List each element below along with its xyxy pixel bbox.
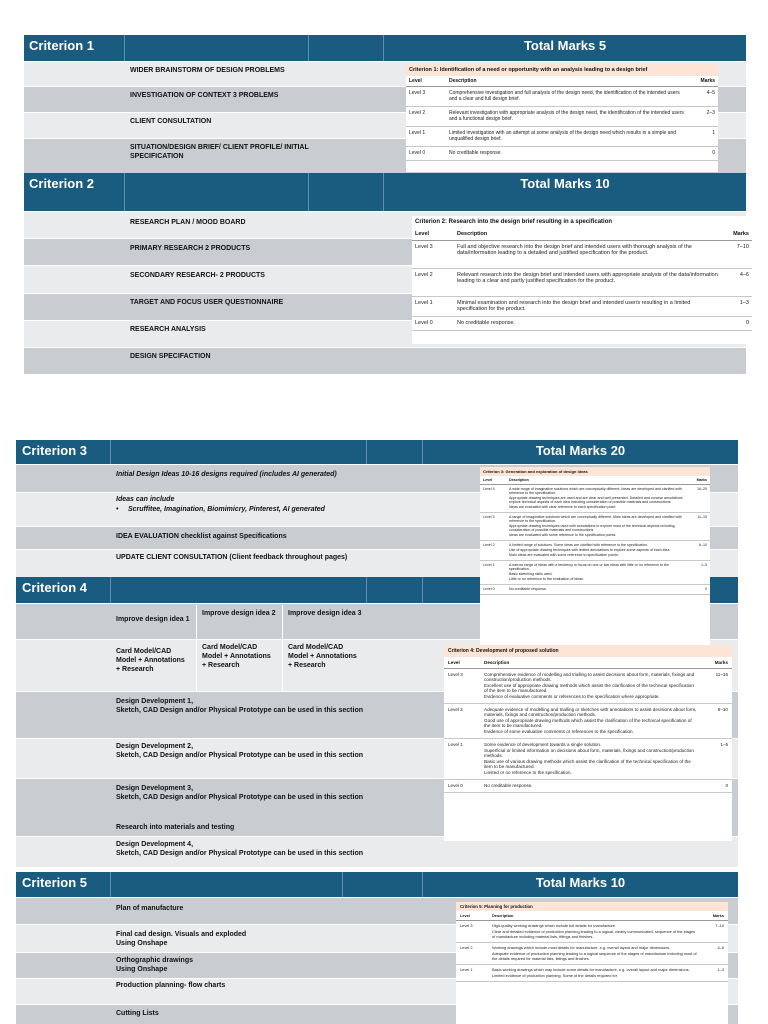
total-marks: Total Marks 20 [535,443,626,458]
criterion-2-section [24,173,749,374]
divider [110,440,111,464]
criterion-3-header [16,440,738,464]
card-model-cell: Card Model/CAD Model + Annotations + Research [288,644,357,670]
divider [124,173,125,211]
item-label: TARGET AND FOCUS USER QUESTIONNAIRE [130,299,284,306]
table-row: Level 1 A narrow range of ideas with a tendency to focus on one or two ideas with little or no reference to the specification. Basic sketching skills used. Little or no reference to the evaluation of ideas. 1–5 [480,561,710,585]
item-label: PRIMARY RESEARCH 2 PRODUCTS [130,245,251,252]
rubric-table-criterion-3 [480,467,710,647]
table-row: Level 1 Minimal examination and research into the design brief and intended user/s resulting in a limited specification for the product. 1–3 [412,297,752,317]
card-model-cell: Card Model/CAD Model + Annotations + Research [116,648,185,674]
col-header: Description [446,76,688,87]
col-header: Level [480,476,506,485]
item-label: UPDATE CLIENT CONSULTATION (Client feedback throughout pages) [116,554,348,561]
item-label: Design Development 3, [116,785,194,792]
table-row: Level 0 No creditable response. 0 [444,780,732,793]
col-header: Marks [688,476,710,485]
col-header: Description [506,476,688,485]
table-row: Level 2 A limited range of solutions. Some ideas are clarified with reference to the specification. Use of appropriate drawing techniques with limited annotations to explore some aspects of each idea. Main ideas are evaluated with some reference to specification points. 6–10 [480,541,710,561]
improve-idea-cell: Improve design idea 2 [202,610,276,617]
item-label: Sketch, CAD Design and/or Physical Prototype can be used in this section [116,850,364,857]
table-row: Level 3 Full and objective research into the design brief and intended users with thorough analysis of the data/information leading to a detailed and justified specification for the product. 7–10 [412,241,752,269]
table-row: Level 3 Comprehensive investigation and full analysis of the design need, the identification of the intended users and a clear and full design brief. 4–5 [406,87,718,107]
rubric-table-criterion-4 [444,645,732,841]
table-row: Level 3 High-quality working drawings which include full details for manufacture. Clear and detailed evidence of production planning leading to a logical, clearly communicated, sequence of the stages of manufacture including material lists, fittings and finishes. 7–10 [456,921,728,943]
col-header: Description [480,657,702,669]
item-label: Design Development 4, [116,841,194,848]
item-label: SITUATION/DESIGN BRIEF/ CLIENT PROFILE/ INITIAL SPECIFICATION [130,144,309,161]
item-label: RESEARCH ANALYSIS [130,326,206,333]
col-header: Level [406,76,446,87]
item-label: Initial Design Ideas 10-16 designs required (includes AI generated) [116,471,337,478]
rubric-table-criterion-1 [406,64,718,172]
rubric-table-criterion-2 [412,216,752,344]
table-row: Level 2 Working drawings which include most details for manufacture, e.g. overall layout and major dimensions. Adequate evidence of production planning leading to a logical sequence of the stages of manufacture including most of the details required for material lists, fittings and finishes. 4–6 [456,943,728,965]
item-label: Using Onshape [116,966,168,973]
rubric-title: Criterion 5: Planning for production [456,902,728,911]
item-label: Research into materials and testing [116,824,235,831]
table-row: Level 1 Basic working drawings which may include some details for manufacture, e.g. overall layout and major dimensions. Limited evidence of production planning. Some of the details required for 1–3 [456,965,728,982]
criterion-1-header [24,35,746,61]
item-label: INVESTIGATION OF CONTEXT 3 PROBLEMS [130,92,279,99]
item-label: Orthographic drawings [116,957,194,964]
bullet-glyph: • [116,506,119,513]
rubric-title: Criterion 2: Research into the design brief resulting in a specification [412,216,752,228]
col-header: Level [456,911,488,921]
col-header: Marks [688,76,718,87]
divider [110,577,111,603]
item-label: Final cad design. Visuals and exploded [116,931,247,938]
criterion-title: Criterion 2 [29,176,95,191]
table-row: Level 0 No creditable response. 0 [406,147,718,161]
criterion-1-section [24,35,746,173]
item-label: DESIGN SPECIFACTION [130,353,211,360]
item-label: Plan of manufacture [116,905,184,912]
item-label: Design Development 1, [116,698,194,705]
item-label: RESEARCH PLAN / MOOD BOARD [130,219,246,226]
total-marks: Total Marks 10 [535,875,626,890]
improve-idea-cell: Improve design idea 1 [116,616,190,623]
table-row: Level 2 Relevant investigation with appropriate analysis of the design need, the identification of the intended users and a functional design brief. 2–3 [406,107,718,127]
col-header: Level [444,657,480,669]
divider [308,35,309,61]
divider [422,577,423,603]
item-label: Using Onshape [116,940,168,947]
col-header: Level [412,228,454,241]
divider [366,440,367,464]
divider [124,35,125,61]
total-marks: Total Marks 5 [523,38,607,53]
item-label: Sketch, CAD Design and/or Physical Prototype can be used in this section [116,707,364,714]
list-item [24,347,746,374]
table-row: Level 4 A wide range of imaginative solutions which are conceptually different. Ideas are developed and clarified with reference to the specification. Appropriate drawing techniques are used and are clear and well presented. Detailed and concise annotations explore technical aspects of each idea including consideration of possible materials and constructions. Ideas are evaluated with clear reference to each specification point. 16–20 [480,485,710,513]
rubric-title: Criterion 4: Development of proposed solution [444,645,732,657]
item-label: IDEA EVALUATION checklist against Specifications [116,533,287,540]
item-label: Scruffitee, Imagination, Biomimicry, Pinterest, AI generated [128,506,325,513]
criterion-title: Criterion 5 [22,875,88,890]
rubric-table-criterion-5 [456,902,728,1024]
divider [110,872,111,897]
col-header: Marks [702,657,732,669]
col-header: Marks [702,911,728,921]
item-label: Cutting Lists [116,1010,159,1017]
table-row: Level 1 Limited investigation with an attempt at some analysis of the design need which results in a simple and unqualified design brief. 1 [406,127,718,147]
criterion-2-header [24,173,746,211]
item-label: CLIENT CONSULTATION [130,118,212,125]
table-row: Level 0 No creditable response. 0 [412,317,752,331]
divider [342,872,343,897]
criterion-title: Criterion 4 [22,580,88,595]
criterion-title: Criterion 1 [29,38,95,53]
col-header: Marks [722,228,752,241]
item-label: WIDER BRAINSTORM OF DESIGN PROBLEMS [130,67,285,74]
item-label: SECONDARY RESEARCH- 2 PRODUCTS [130,272,265,279]
total-marks: Total Marks 10 [520,176,610,191]
item-label: Sketch, CAD Design and/or Physical Prototype can be used in this section [116,794,364,801]
divider [366,577,367,603]
col-header: Description [454,228,722,241]
table-row: Level 1 Some evidence of development towards a single solution. Superficial or limited information on decisions about form, materials, fixings and construction/production methods. Basic use of various drawing methods which assist the clarification of the technical specification of the item to be manufactured. Limited or no reference to the specification. 1–5 [444,739,732,780]
rubric-title: Criterion 1: Identification of a need or opportunity with an analysis leading to a design brief [406,64,718,76]
criterion-5-section [16,872,738,1024]
table-row: Level 2 Adequate evidence of modelling and trialling or sketches with annotations to assist decisions about form, materials, fixings and construction/production methods. Good use of appropriate drawing methods which assist the clarification of the technical specification of the item to be manufactured. Evidence of some evaluative comments or references to the specification. 6–10 [444,704,732,739]
table-row: Level 2 Relevant research into the design brief and intended users with appropriate analysis of the data/information leading to a clear and partly justified specification for the product. 4–6 [412,269,752,297]
improve-idea-cell: Improve design idea 3 [288,610,362,617]
rubric-title: Criterion 3: Generation and exploration of design ideas [480,467,710,476]
table-row: Level 3 A range of imaginative solutions which are conceptually different. Main ideas are developed and clarified with reference to the specification. Appropriate drawing techniques used with annotations to explore most of the technical aspects including consideration of possible materials and constructions. Ideas are evaluated with some reference to the specification points. 11–15 [480,513,710,541]
item-label: Sketch, CAD Design and/or Physical Prototype can be used in this section [116,752,364,759]
table-row: Level 3 Comprehensive evidence of modelling and trialling to assist decisions about form, materials, fixings and construction/production methods. Excellent use of appropriate drawing methods which assist the clarification of the technical specification of the item to be manufactured. Evidence of evaluative comments or references to the specification where appropriate. 11–15 [444,669,732,704]
criterion-5-header [16,872,738,897]
col-header: Description [488,911,702,921]
card-model-cell: Card Model/CAD Model + Annotations + Research [202,644,271,670]
table-row: Level 0 No creditable response. 0 [480,585,710,595]
item-label: Production planning- flow charts [116,982,226,989]
criterion-title: Criterion 3 [22,443,88,458]
item-label: Design Development 2, [116,743,194,750]
item-label: Ideas can include [116,496,175,503]
divider [308,173,309,211]
